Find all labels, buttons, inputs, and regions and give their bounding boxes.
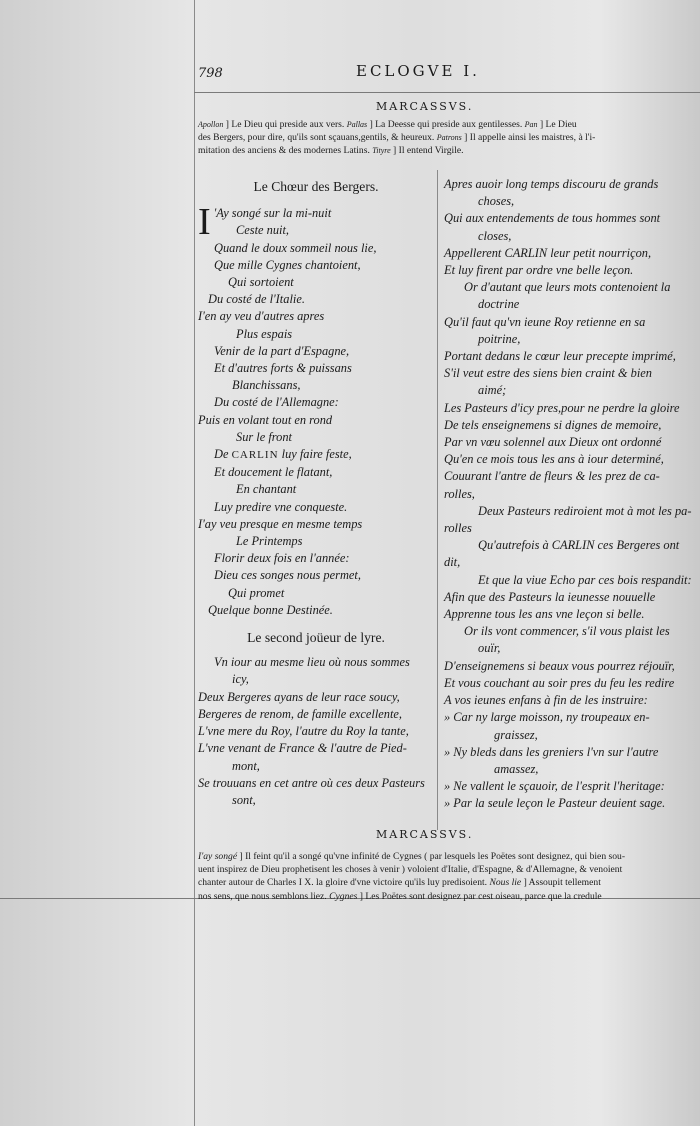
- verse-line: doctrine: [478, 297, 520, 312]
- verse-line: 'Ay songé sur la mi-nuit: [213, 206, 332, 221]
- note-line: Apollon ] Le Dieu qui preside aux vers. Pallas ] La Deesse qui preside aux gentilesses. Pan ] Le Dieu: [198, 119, 577, 130]
- verse-line: Qui aux entendements de tous hommes sont: [444, 211, 661, 226]
- verse-line: Qui sortoient: [228, 275, 294, 290]
- verse-line: Qui promet: [228, 585, 285, 600]
- verse-line: sont,: [232, 792, 256, 807]
- verse-line: dit,: [444, 555, 461, 570]
- verse-line: Par vn vœu solennel aux Dieux ont ordonné: [444, 435, 662, 450]
- verse-line: Afin que des Pasteurs la ieunesse nouuelle: [444, 589, 656, 604]
- verse-line: Apprenne tous les ans vne leçon si belle.: [444, 607, 645, 622]
- verse-line: Les Pasteurs d'icy pres,pour ne perdre la gloire: [444, 400, 680, 415]
- page-number: 798: [198, 66, 223, 81]
- note-line: uent inspirez de Dieu prophetisent les choses à venir ) voloient d'Italie, d'Espagne, & d'Allemagne, & venoient: [198, 864, 623, 876]
- verse-line: Deux Pasteurs rediroient mot à mot les pa-: [478, 503, 692, 518]
- verse-line: ouïr,: [478, 641, 501, 656]
- verse-line: Luy predire vne conqueste.: [214, 499, 348, 514]
- verse-line: Le Printemps: [236, 534, 303, 549]
- verse-line: rolles: [444, 521, 472, 536]
- note-line: mitation des anciens & des modernes Latins. Tityre ] Il entend Virgile.: [198, 145, 464, 156]
- verse-line: Qu'il faut qu'vn ieune Roy retienne en sa: [444, 314, 646, 329]
- verse-line: » Ny bleds dans les greniers l'vn sur l'autre: [444, 744, 659, 759]
- verse-line: Bergeres de renom, de famille excellente,: [198, 706, 403, 721]
- left-column: [198, 178, 434, 809]
- right-column: [444, 176, 692, 813]
- verse-line: » Car ny large moisson, ny troupeaux en-: [444, 710, 650, 725]
- verse-line: Quelque bonne Destinée.: [208, 602, 333, 617]
- verse-line: Et doucement le flatant,: [214, 465, 333, 480]
- verse-line: A vos ieunes enfans à fin de les instruire:: [444, 693, 648, 708]
- verse-line: Ceste nuit,: [236, 223, 289, 238]
- verse-line: Appellerent CARLIN leur petit nourriçon,: [444, 245, 652, 260]
- verse-line: Et d'autres forts & puissans: [214, 361, 352, 376]
- verse-line: Et vous couchant au soir pres du feu les redire: [444, 675, 675, 690]
- margin-rule-left: [194, 0, 195, 1126]
- verse-line: Plus espais: [236, 326, 293, 341]
- note-line: des Bergers, pour dire, qu'ils sont sçauans,gentils, & heureux. Patrons ] Il appelle ainsi les maistres, à l'i-: [198, 132, 596, 143]
- verse-line: De tels enseignemens si dignes de memoire,: [444, 417, 662, 432]
- verse-line: mont,: [232, 758, 260, 773]
- verse-line: » Ne vallent le sçauoir, de l'esprit l'heritage:: [444, 779, 665, 794]
- verse-line: Blanchissans,: [232, 378, 301, 393]
- verse-line: Puis en volant tout en rond: [198, 412, 333, 427]
- verse-line: Se trouuans en cet antre où ces deux Pasteurs: [198, 775, 425, 790]
- verse-line: I'ay veu presque en mesme temps: [198, 516, 363, 531]
- verse-line: aimé;: [478, 383, 507, 398]
- verse-line: Venir de la part d'Espagne,: [214, 343, 350, 358]
- verse-line: Que mille Cygnes chantoient,: [214, 257, 361, 272]
- verse-line: Du costé de l'Allemagne:: [214, 395, 339, 410]
- note-line: chanter autour de Charles I X. la gloire d'vne victoire qu'ils luy predisoient. Nous lie ] Assoupit tellement: [198, 877, 601, 889]
- verse-line: poitrine,: [478, 331, 521, 346]
- verse-line: Vn iour au mesme lieu où nous sommes: [214, 655, 410, 670]
- verse-line: S'il veut estre des siens bien craint & bien: [444, 366, 652, 381]
- verse-line: Apres auoir long temps discouru de grands: [444, 177, 659, 191]
- note-line: nos sens, que nous semblons liez. Cygnes ] Les Poëtes sont designez par cest oiseau, parce que la credule: [198, 890, 602, 902]
- verse-line: De CARLIN luy faire feste,: [214, 447, 352, 462]
- verse-line: Florir deux fois en l'année:: [214, 551, 350, 566]
- commentary-bottom: [198, 850, 680, 903]
- verse-line: icy,: [232, 672, 249, 687]
- verse-line: Quand le doux sommeil nous lie,: [214, 240, 377, 255]
- verse-line: Qu'autrefois à CARLIN ces Bergeres ont: [478, 538, 680, 553]
- verse-line: Sur le front: [236, 429, 292, 444]
- verse-line: L'vne mere du Roy, l'autre du Roy la tante,: [198, 724, 409, 739]
- verse-line: Qu'en ce mois tous les ans à iour determiné,: [444, 452, 664, 467]
- section-title-bottom: MARCASSVS.: [376, 828, 474, 841]
- verse-line: Couurant l'antre de fleurs & les prez de ca-: [444, 469, 660, 484]
- chorus-heading: Le Chœur des Bergers.: [253, 179, 379, 194]
- verse-line: Et luy firent par ordre vne belle leçon.: [444, 263, 634, 278]
- verse-line: closes,: [478, 228, 512, 243]
- verse-line: I'en ay veu d'autres apres: [198, 309, 325, 324]
- verse-line: Or d'autant que leurs mots contenoient la: [464, 280, 671, 295]
- drop-cap: I: [198, 201, 211, 244]
- header-rule: [194, 92, 700, 93]
- verse-line: choses,: [478, 194, 515, 209]
- verse-line: Or ils vont commencer, s'il vous plaist les: [464, 624, 670, 639]
- commentary-top: [198, 118, 680, 157]
- section-title-top: MARCASSVS.: [376, 100, 474, 113]
- note-line: I'ay songé ] Il feint qu'il a songé qu'vne infinité de Cygnes ( par lesquels les Poëtes sont designez, qui bien sou-: [198, 851, 626, 862]
- verse-line: amassez,: [494, 761, 539, 776]
- verse-line: Et que la viue Echo par ces bois respandit:: [478, 572, 692, 587]
- verse-line: graissez,: [494, 727, 538, 742]
- verse-line: En chantant: [236, 482, 297, 497]
- verse-line: Dieu ces songes nous permet,: [214, 568, 361, 583]
- verse-line: » Par la seule leçon le Pasteur deuient sage.: [444, 796, 666, 811]
- verse-line: L'vne venant de France & l'autre de Pied-: [198, 741, 407, 756]
- running-title: ECLOGVE I.: [356, 62, 480, 80]
- verse-line: Portant dedans le cœur leur precepte imprimé,: [444, 349, 676, 364]
- verse-line: D'enseignemens si beaux vous pourrez réjouïr,: [444, 658, 675, 673]
- verse-line: Du costé de l'Italie.: [208, 292, 305, 307]
- verse-line: Deux Bergeres ayans de leur race soucy,: [198, 689, 400, 704]
- column-divider: [437, 170, 438, 830]
- second-player-heading: Le second joüeur de lyre.: [247, 630, 385, 646]
- verse-line: rolles,: [444, 486, 475, 501]
